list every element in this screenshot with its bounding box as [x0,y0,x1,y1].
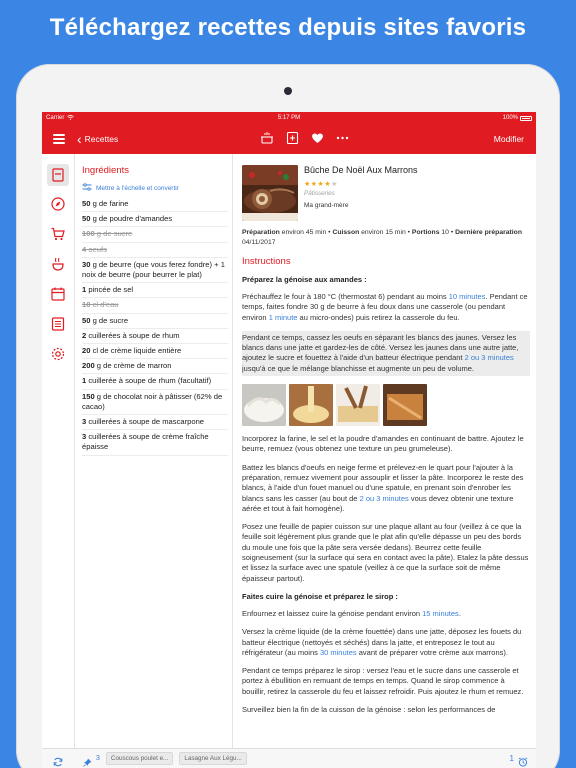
last-prep-value: 04/11/2017 [242,238,276,246]
ingredient-text: g de poudre d'amandes [92,214,173,224]
recipe-title: Bûche De Noël Aux Marrons [304,165,418,175]
alarm-icon[interactable] [518,754,528,764]
more-icon[interactable] [336,136,349,140]
ingredient-item[interactable] [82,390,228,415]
instruction-paragraph-highlighted[interactable]: Pendant ce temps, cassez les oeufs en séparant les blancs des jaunes. Versez les blancs dans une jatte et gardez-les de côté. Versez les jaunes dans une autre jatte, ajoutez le sucre et fouettez à l'aide d'un batteur électrique pendant 2 ou 3 minutes jusqu'à ce que le mélange blanchisse et augmente un peu de volume. [242,331,530,376]
ingredient-qty: 2 [82,330,87,340]
timer-link[interactable]: 10 minutes [448,292,486,301]
ingredient-item[interactable] [82,415,228,430]
recipe-category: Pâtisseries [304,190,335,197]
step-title: Faites cuire la génoise et préparez le sirop : [242,591,398,601]
refresh-icon[interactable] [53,754,63,764]
ingredient-text: cl d'eau [92,300,119,310]
ingredient-qty: 20 [82,346,91,356]
ingredient-text: cuillerées à soupe de rhum [88,330,180,340]
ingredient-qty: 150 [82,391,95,401]
calendar-icon[interactable] [50,286,66,302]
meal-plan-icon[interactable] [50,256,66,272]
status-bar [42,112,536,124]
chevron-left-icon: ‹ [77,131,82,147]
instruction-paragraph: Incorporez la farine, le sel et la poudre d'amandes en continuant de battre. Ajoutez le beurre, remuez (vous obtenez une texture un peu grumeleuse). [242,434,524,454]
ingredient-qty: 1 [82,376,87,386]
ingredient-text: cl de crème liquide entière [92,346,182,356]
last-prep-label: Dernière préparation [455,229,522,236]
sidebar [42,154,75,748]
cook-mode-icon[interactable] [260,131,274,145]
sliders-icon [82,183,92,193]
ingredient-qty: 10 [82,300,91,310]
back-label: Recettes [84,134,119,144]
ingredient-item[interactable] [82,329,228,344]
ingredient-item[interactable] [82,374,228,389]
nav-bar [42,124,536,154]
scale-convert-label: Mettre à l'échelle et convertir [96,184,179,192]
ingredient-qty: 3 [82,417,87,427]
timer-link[interactable]: 2 ou 3 minutes [359,493,409,503]
prep-value: environ 45 min [281,229,327,236]
page-number: 1 [509,754,514,763]
compass-icon[interactable] [50,196,66,212]
ingredient-item[interactable] [82,298,228,313]
cart-icon[interactable] [50,226,66,242]
ingredient-item[interactable] [82,430,228,455]
rating-stars[interactable]: ★★★★★ [304,181,338,188]
ingredient-qty: 50 [82,199,91,208]
ingredient-text: oeufs [88,244,107,254]
step-photos [242,384,530,426]
recipe-meta: Préparation environ 45 min • Cuisson environ 15 min • Portions 10 • Dernière préparation 04/11/2017 [242,229,522,246]
cook-value: environ 15 min [361,229,406,236]
ingredient-item[interactable] [82,344,228,359]
carrier-label: Carrier [46,115,65,121]
camera-dot [284,87,292,95]
ingredient-text: g de sucre [96,229,133,239]
bottom-bar [42,748,536,768]
ingredient-qty: 1 [82,285,87,295]
ingredient-qty: 30 [82,259,91,269]
ingredient-item[interactable] [82,197,228,212]
add-to-plan-icon[interactable] [286,131,299,145]
scale-convert-link[interactable] [82,183,228,193]
pin-count: 3 [96,755,100,762]
ingredient-text: cuillerée à soupe de rhum (facultatif) [88,376,212,386]
hamburger-icon[interactable] [53,134,65,144]
heart-icon[interactable] [311,132,324,144]
step-photo[interactable] [336,384,380,426]
ingredient-item[interactable] [82,258,228,283]
ingredient-text: g de chocolat noir à pâtisser (62% de cacao) [82,391,223,411]
modify-button[interactable]: Modifier [493,134,524,144]
timer-link[interactable]: 1 minute [268,312,298,322]
ingredients-title: Ingrédients [82,165,130,176]
promo-headline: Téléchargez recettes depuis sites favoris [49,14,527,41]
recipe-source: Ma grand-mère [304,202,349,209]
timer-link[interactable]: 30 minutes [319,647,357,657]
portions-value: 10 [441,229,449,236]
ingredient-text: pincée de sel [88,285,134,295]
ingredient-text: g de crème de marron [96,361,172,371]
instruction-paragraph: Battez les blancs d'oeufs en neige ferme et prélevez-en le quart pour l'ajouter à la préparation, remuez vivement pour assouplir et lisser la pâte. Incorporez le reste des blancs, à l'aide d'un fouet manuel ou d'une spatule, en prenant soin d'enrober les blancs sans les casser (au bout de 2 ou 3 minutes vous devez obtenir une texture aérée et tout à fait homogène). [242,462,524,513]
recipe-header [242,165,530,221]
recipe-content [242,154,530,748]
cook-label: Cuisson [332,229,360,236]
ingredient-list [82,197,228,456]
battery-label: 100% [502,115,518,121]
portions-label: Portions [411,229,440,236]
instruction-paragraph: Préchauffez le four à 180 °C (thermostat 6) pendant au moins 10 minutes. Pendant ce temps, faites fondre 30 g de beurre à feu doux dans une casserole (ou pendant environ 1 minute au micro-ondes) puis retirez la casserole du feu. [242,292,528,322]
ingredient-qty: 3 [82,432,87,442]
ingredient-item[interactable] [82,314,228,329]
recipe-photo[interactable] [242,165,298,221]
instruction-paragraph: Versez la crème liquide (de la crème fouettée) dans une jatte, déposez les fouets du batteur électrique (nettoyés et séchés) dans la jatte, et entreposez le tout au réfrigérateur (au moins 30 minutes avant de préparer votre crème aux marrons). [242,627,522,657]
step-photo[interactable] [383,384,427,426]
instruction-paragraph: Surveillez bien la fin de la cuisson de la génoise : selon les performances de [242,705,496,715]
back-button[interactable] [77,132,118,146]
step-title: Préparez la génoise aux amandes : [242,275,367,284]
step-photo[interactable] [289,384,333,426]
timer-link[interactable]: 15 minutes [422,608,459,618]
pinned-recipe-tab[interactable]: Couscous poulet e... [106,752,173,765]
step-photo[interactable] [242,384,286,426]
ingredient-item[interactable] [82,243,228,258]
app-screen [42,112,536,768]
instruction-paragraph: Pendant ce temps préparez le sirop : versez l'eau et le sucre dans une casserole et portez à ébullition en remuant de temps en temps. Quand le sirop commence à bouillir, retirez la casserole du feu et laissez refroidir. Puis ajoutez le rhum et remuez. [242,666,524,696]
instruction-paragraph: Enfournez et laissez cuire la génoise pendant environ 15 minutes. [242,608,461,618]
prep-label: Préparation [242,229,280,236]
settings-icon[interactable] [50,346,66,362]
ingredient-item[interactable] [82,283,228,298]
ingredient-text: g de beurre (que vous ferez fondre) + 1 noix de beurre (pour beurrer le plat) [82,259,225,280]
ingredients-panel [75,154,233,748]
ingredient-item[interactable] [82,227,228,242]
ingredient-text: g de sucre [92,315,129,325]
ingredient-text: g de farine [92,199,129,208]
ingredient-qty: 100 [82,229,95,239]
instruction-paragraph: Posez une feuille de papier cuisson sur une plaque allant au four (veillez à ce que la feuille soit légèrement plus grande que le plat afin qu'elle dépasse un peu des bords du moule une fois que la pâte sera versée dedans). Beurrez cette feuille soigneusement (sur la surface qui sera en contact avec la pâte). Etalez la pâte dessus et lissez la surface avec une spatule (veillez à ce que la surface soit de même épaisseur partout). [242,522,529,583]
list-icon[interactable] [50,316,66,332]
ingredient-item[interactable] [82,359,228,374]
clock: 5:17 PM [277,115,301,121]
ingredient-item[interactable] [82,212,228,227]
ingredient-qty: 50 [82,315,91,325]
ingredient-text: cuillerées à soupe de crème fraîche épaisse [82,432,209,452]
timer-link[interactable]: 2 ou 3 minutes [464,353,514,363]
instructions-title: Instructions [242,256,291,267]
ingredient-qty: 50 [82,214,91,224]
ingredient-qty: 4 [82,244,87,254]
ingredient-qty: 200 [82,361,95,371]
ingredient-text: cuillerées à soupe de mascarpone [88,417,205,427]
pin-icon[interactable] [83,754,92,763]
battery-icon [520,116,532,121]
pinned-recipe-tab[interactable]: Lasagne Aux Légu... [179,752,246,765]
recipe-icon[interactable] [47,164,69,186]
